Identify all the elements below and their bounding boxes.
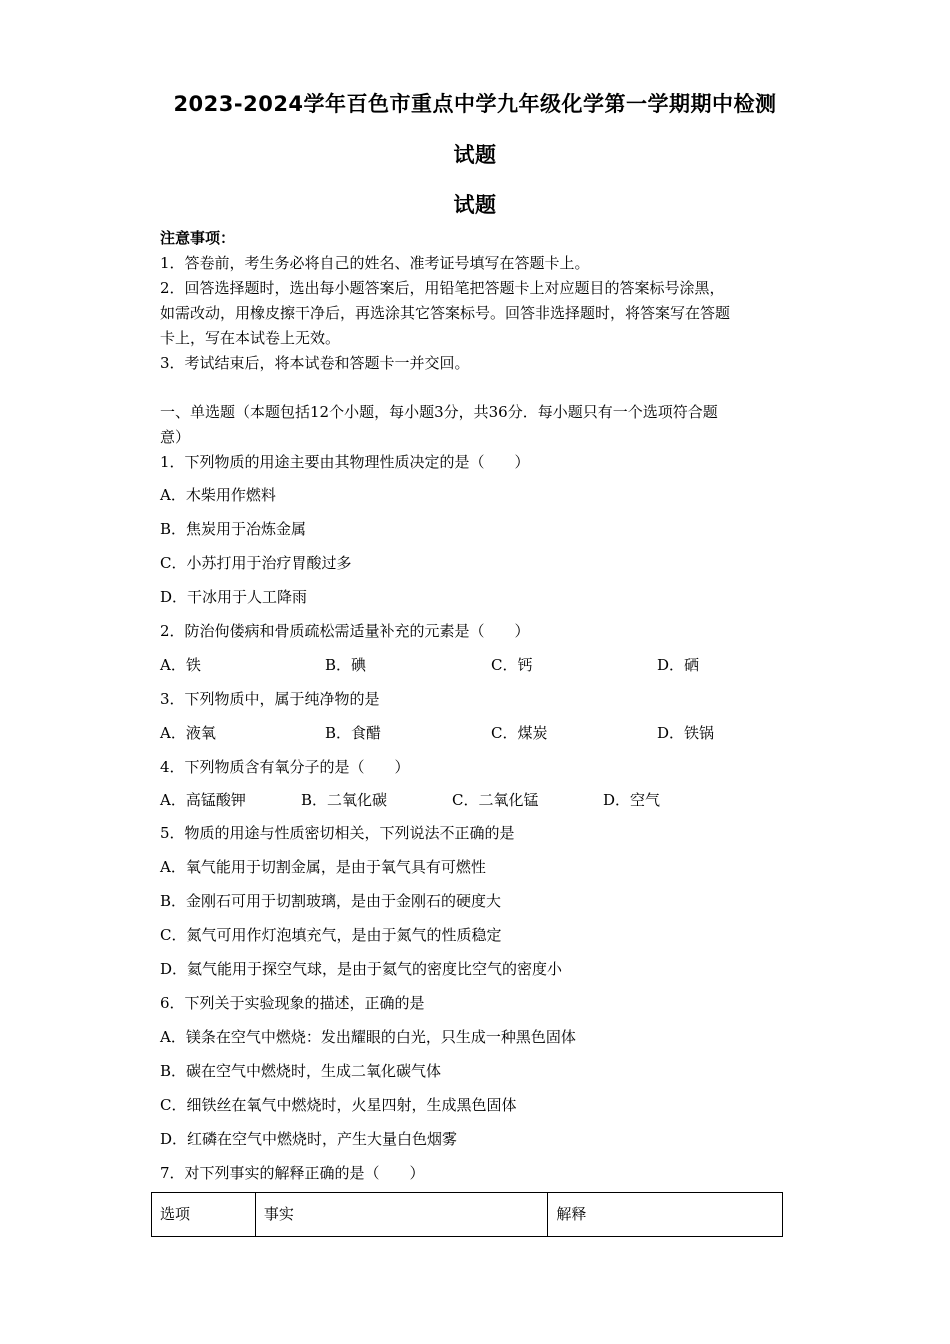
question-6-option-a: A．镁条在空气中燃烧：发出耀眼的白光，只生成一种黑色固体 bbox=[160, 1028, 576, 1046]
notice-item: 1．答卷前，考生务必将自己的姓名、准考证号填写在答题卡上。 bbox=[160, 254, 590, 272]
question-2-option-a: A．铁 bbox=[160, 656, 201, 674]
question-1-option-b: B．焦炭用于冶炼金属 bbox=[160, 520, 307, 538]
notice-item: 3．考试结束后，将本试卷和答题卡一并交回。 bbox=[160, 354, 470, 372]
question-2-stem: 2．防治佝偻病和骨质疏松需适量补充的元素是（ ） bbox=[160, 622, 530, 640]
notice-item: 如需改动，用橡皮擦干净后，再选涂其它答案标号。回答非选择题时，将答案写在答题 bbox=[160, 304, 731, 322]
question-6-option-c: C．细铁丝在氧气中燃烧时，火星四射，生成黑色固体 bbox=[160, 1096, 517, 1114]
exam-title-line2: 试题 bbox=[453, 143, 497, 167]
question-3-options bbox=[160, 722, 780, 742]
question-5-option-b: B．金刚石可用于切割玻璃，是由于金刚石的硬度大 bbox=[160, 892, 502, 910]
exam-title-line1: 2023-2024学年百色市重点中学九年级化学第一学期期中检测 bbox=[173, 92, 777, 116]
question-4-stem: 4．下列物质含有氧分子的是（ ） bbox=[160, 758, 410, 776]
question-6-option-b: B．碳在空气中燃烧时，生成二氧化碳气体 bbox=[160, 1062, 442, 1080]
question-7-table bbox=[151, 1192, 783, 1237]
question-3-option-c: C．煤炭 bbox=[491, 724, 548, 742]
question-3-option-d: D．铁锅 bbox=[657, 724, 715, 742]
question-5-option-a: A．氧气能用于切割金属，是由于氧气具有可燃性 bbox=[160, 858, 486, 876]
question-5-option-d: D．氦气能用于探空气球，是由于氦气的密度比空气的密度小 bbox=[160, 960, 563, 978]
notice-heading: 注意事项： bbox=[160, 229, 236, 247]
question-1-option-a: A．木柴用作燃料 bbox=[160, 486, 276, 504]
notice-item: 2．回答选择题时，选出每小题答案后，用铅笔把答题卡上对应题目的答案标号涂黑， bbox=[160, 279, 725, 297]
table-header-cell-option: 选项 bbox=[152, 1193, 256, 1237]
question-3-stem: 3．下列物质中，属于纯净物的是 bbox=[160, 690, 380, 708]
table-header-cell-fact: 事实 bbox=[255, 1193, 548, 1237]
question-2-option-d: D．硒 bbox=[657, 656, 700, 674]
question-3-option-a: A．液氧 bbox=[160, 724, 216, 742]
question-7-stem: 7．对下列事实的解释正确的是（ ） bbox=[160, 1164, 425, 1182]
question-4-option-a: A．高锰酸钾 bbox=[160, 791, 246, 809]
question-3-option-b: B．食醋 bbox=[325, 724, 382, 742]
table-header-cell-explanation: 解释 bbox=[548, 1193, 783, 1237]
question-4-option-d: D．空气 bbox=[603, 791, 661, 809]
question-2-option-b: B．碘 bbox=[325, 656, 367, 674]
question-2-option-c: C．钙 bbox=[491, 656, 533, 674]
section-heading-cont: 意） bbox=[160, 428, 191, 446]
question-5-stem: 5．物质的用途与性质密切相关，下列说法不正确的是 bbox=[160, 824, 515, 842]
question-1-stem: 1．下列物质的用途主要由其物理性质决定的是（ ） bbox=[160, 453, 530, 471]
question-5-option-c: C．氮气可用作灯泡填充气，是由于氮气的性质稳定 bbox=[160, 926, 502, 944]
question-4-option-c: C．二氧化锰 bbox=[452, 791, 539, 809]
question-4-options bbox=[160, 789, 780, 809]
question-1-option-d: D．干冰用于人工降雨 bbox=[160, 588, 308, 606]
section-heading: 一、单选题（本题包括12个小题，每小题3分，共36分．每小题只有一个选项符合题 bbox=[160, 403, 718, 421]
question-4-option-b: B．二氧化碳 bbox=[301, 791, 388, 809]
exam-title-line3: 试题 bbox=[453, 193, 497, 217]
question-2-options bbox=[160, 654, 780, 674]
question-6-stem: 6．下列关于实验现象的描述，正确的是 bbox=[160, 994, 425, 1012]
notice-item: 卡上，写在本试卷上无效。 bbox=[160, 329, 341, 347]
question-6-option-d: D．红磷在空气中燃烧时，产生大量白色烟雾 bbox=[160, 1130, 458, 1148]
table-header-row bbox=[152, 1193, 783, 1237]
question-1-option-c: C．小苏打用于治疗胃酸过多 bbox=[160, 554, 352, 572]
